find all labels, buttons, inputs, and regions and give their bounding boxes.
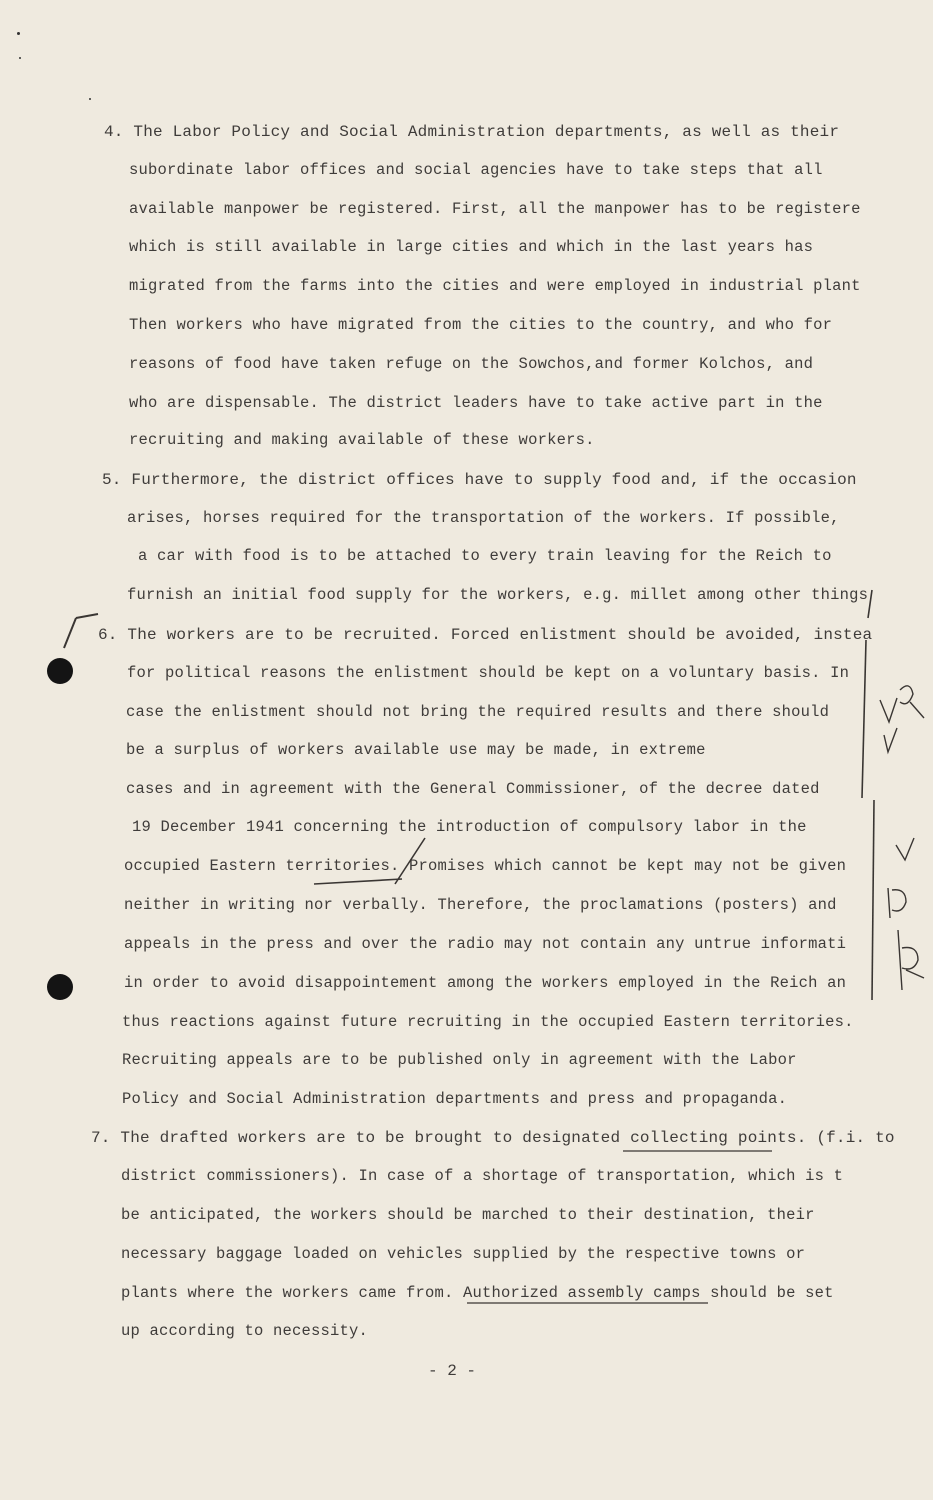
text-line: migrated from the farms into the cities and were employed in industrial plant: [129, 277, 861, 295]
text-line: necessary baggage loaded on vehicles supplied by the respective towns or: [121, 1245, 806, 1263]
text-line: district commissioners). In case of a shortage of transportation, which is t: [121, 1167, 844, 1185]
paper-speck: [17, 32, 20, 35]
text-line: subordinate labor offices and social agencies have to take steps that all: [129, 161, 823, 179]
text-line: for political reasons the enlistment should be kept on a voluntary basis. In: [127, 664, 850, 682]
text-line: 4. The Labor Policy and Social Administration departments, as well as their: [104, 123, 840, 141]
text-line: which is still available in large cities and which in the last years has: [129, 238, 814, 256]
text-line: be a surplus of workers available use may be made, in extreme: [126, 741, 706, 759]
text-line: appeals in the press and over the radio may not contain any untrue informati: [124, 935, 847, 953]
text-line: up according to necessity.: [121, 1322, 369, 1340]
text-line: plants where the workers came from. Authorized assembly camps should be set: [121, 1284, 834, 1302]
text-line: thus reactions against future recruiting in the occupied Eastern territories.: [122, 1013, 854, 1031]
text-line: occupied Eastern territories. Promises which cannot be kept may not be given: [124, 857, 847, 875]
text-line: Then workers who have migrated from the cities to the country, and who for: [129, 316, 833, 334]
text-line: available manpower be registered. First, all the manpower has to be registere: [129, 200, 861, 218]
text-line: furnish an initial food supply for the workers, e.g. millet among other things: [127, 586, 869, 604]
punch-hole: [47, 974, 73, 1000]
text-line: who are dispensable. The district leaders have to take active part in the: [129, 394, 823, 412]
page-number: - 2 -: [428, 1362, 477, 1380]
text-line: in order to avoid disappointement among the workers employed in the Reich an: [124, 974, 847, 992]
text-line: neither in writing nor verbally. Therefore, the proclamations (posters) and: [124, 896, 837, 914]
text-line: Policy and Social Administration departments and press and propaganda.: [122, 1090, 788, 1108]
text-line: 6. The workers are to be recruited. Forced enlistment should be avoided, instea: [98, 626, 873, 644]
text-line: cases and in agreement with the General Commissioner, of the decree dated: [126, 780, 820, 798]
text-line: recruiting and making available of these workers.: [129, 431, 595, 449]
text-line: Recruiting appeals are to be published only in agreement with the Labor: [122, 1051, 797, 1069]
paper-speck: [89, 98, 91, 100]
text-line: reasons of food have taken refuge on the Sowchos,and former Kolchos, and: [129, 355, 814, 373]
text-line: arises, horses required for the transportation of the workers. If possible,: [127, 509, 840, 527]
text-line: 19 December 1941 concerning the introduction of compulsory labor in the: [132, 818, 807, 836]
text-line: case the enlistment should not bring the required results and there should: [126, 703, 830, 721]
text-line: 5. Furthermore, the district offices have to supply food and, if the occasion: [102, 471, 857, 489]
text-line: 7. The drafted workers are to be brought to designated collecting points. (f.i. to: [91, 1129, 895, 1147]
text-line: a car with food is to be attached to every train leaving for the Reich to: [138, 547, 832, 565]
paper-speck: [19, 57, 21, 59]
punch-hole: [47, 658, 73, 684]
text-line: be anticipated, the workers should be marched to their destination, their: [121, 1206, 815, 1224]
